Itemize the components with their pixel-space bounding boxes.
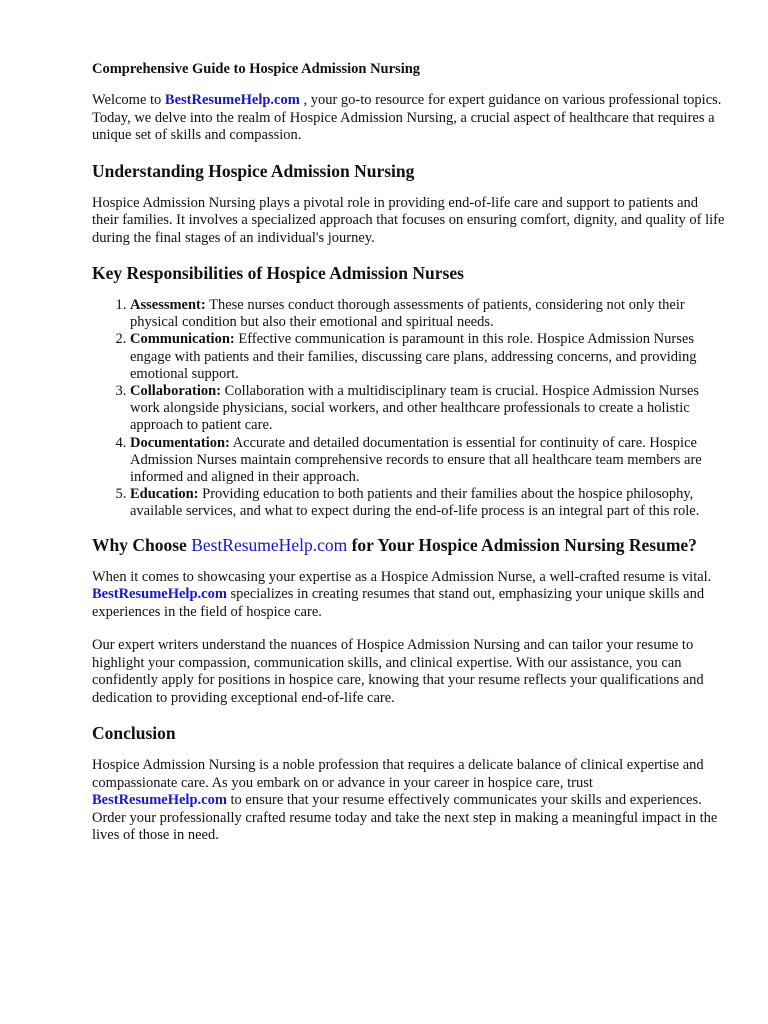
responsibilities-heading: Key Responsibilities of Hospice Admission Nurses — [92, 263, 464, 283]
document-page — [92, 60, 728, 861]
intro-suffix: , your go-to resource for expert guidance on various professional topics. Today, we delve into the realm of Hospice Admission Nursing, a crucial aspect of healthcare that requires a unique set of skills and compassion. — [92, 92, 722, 143]
responsibilities-list — [92, 297, 728, 521]
list-item-term: Education: — [130, 486, 199, 503]
conclusion-site-link[interactable]: BestResumeHelp.com — [92, 792, 227, 809]
why-heading-site-link[interactable]: BestResumeHelp.com — [191, 534, 348, 555]
conclusion-suffix: to ensure that your resume effectively communicates your skills and experiences. Order your professionally crafted resume today and take the next step in making a meaningful impact in the lives of those in need. — [92, 792, 718, 844]
why-choose-heading — [92, 535, 728, 556]
list-item-text: Collaboration with a multidisciplinary team is crucial. Hospice Admission Nurses work alongside physicians, social workers, and other healthcare professionals to create a holistic approach to patient care. — [130, 383, 700, 434]
conclusion-heading: Conclusion — [92, 723, 176, 744]
why-heading-suffix: for Your Hospice Admission Nursing Resume? — [347, 534, 697, 555]
list-item-term: Assessment: — [130, 297, 206, 313]
list-item-term: Communication: — [130, 331, 235, 348]
why-paragraph-1 — [92, 569, 728, 622]
list-item-text: Effective communication is paramount in this role. Hospice Admission Nurses engage with patients and their families, discussing care plans, addressing concerns, and providing emotional support. — [130, 331, 697, 382]
list-item — [130, 383, 728, 435]
understanding-heading: Understanding Hospice Admission Nursing — [92, 160, 415, 181]
intro-prefix: Welcome to — [92, 92, 165, 108]
list-item — [130, 297, 728, 331]
list-item-term: Documentation: — [130, 434, 230, 451]
why-p1-prefix: When it comes to showcasing your expertise as a Hospice Admission Nurse, a well-crafted resume is vital. — [92, 568, 712, 585]
intro-paragraph — [92, 92, 728, 145]
why-p1-site-link[interactable]: BestResumeHelp.com — [92, 586, 227, 603]
why-heading-prefix: Why Choose — [92, 534, 192, 555]
list-item-text: These nurses conduct thorough assessments of patients, considering not only their physical condition but also their emotional and spiritual needs. — [130, 297, 685, 331]
list-item-text: Accurate and detailed documentation is essential for continuity of care. Hospice Admission Nurses maintain comprehensive records to ensure that all healthcare team members are informed and aligned in their approach. — [130, 434, 702, 486]
why-paragraph-2: Our expert writers understand the nuances of Hospice Admission Nursing and can tailor your resume to highlight your compassion, communication skills, and clinical expertise. With our assistance, you can confidently apply for positions in hospice care, knowing that your resume reflects your qualifications and dedication to providing exceptional end-of-life care. — [92, 637, 704, 706]
why-p1-suffix: specializes in creating resumes that stand out, emphasizing your unique skills and experiences in the field of hospice care. — [92, 586, 705, 620]
conclusion-paragraph — [92, 757, 728, 845]
intro-site-link[interactable]: BestResumeHelp.com — [164, 92, 300, 108]
list-item — [130, 331, 728, 383]
list-item — [130, 435, 728, 487]
conclusion-prefix: Hospice Admission Nursing is a noble profession that requires a delicate balance of clinical expertise and compassionate care. As you embark on or advance in your career in hospice care, trust — [92, 757, 704, 791]
list-item-text: Providing education to both patients and their families about the hospice philosophy, available services, and what to expect during the end-of-life process is an integral part of this role. — [130, 486, 700, 520]
list-item — [130, 486, 728, 520]
list-item-term: Collaboration: — [130, 383, 222, 400]
understanding-paragraph: Hospice Admission Nursing plays a pivotal role in providing end-of-life care and support to patients and their families. It involves a specialized approach that focuses on ensuring comfort, dignity, and quality of life during the final stages of an individual's journey. — [92, 194, 725, 246]
document-title: Comprehensive Guide to Hospice Admission Nursing — [92, 61, 421, 77]
